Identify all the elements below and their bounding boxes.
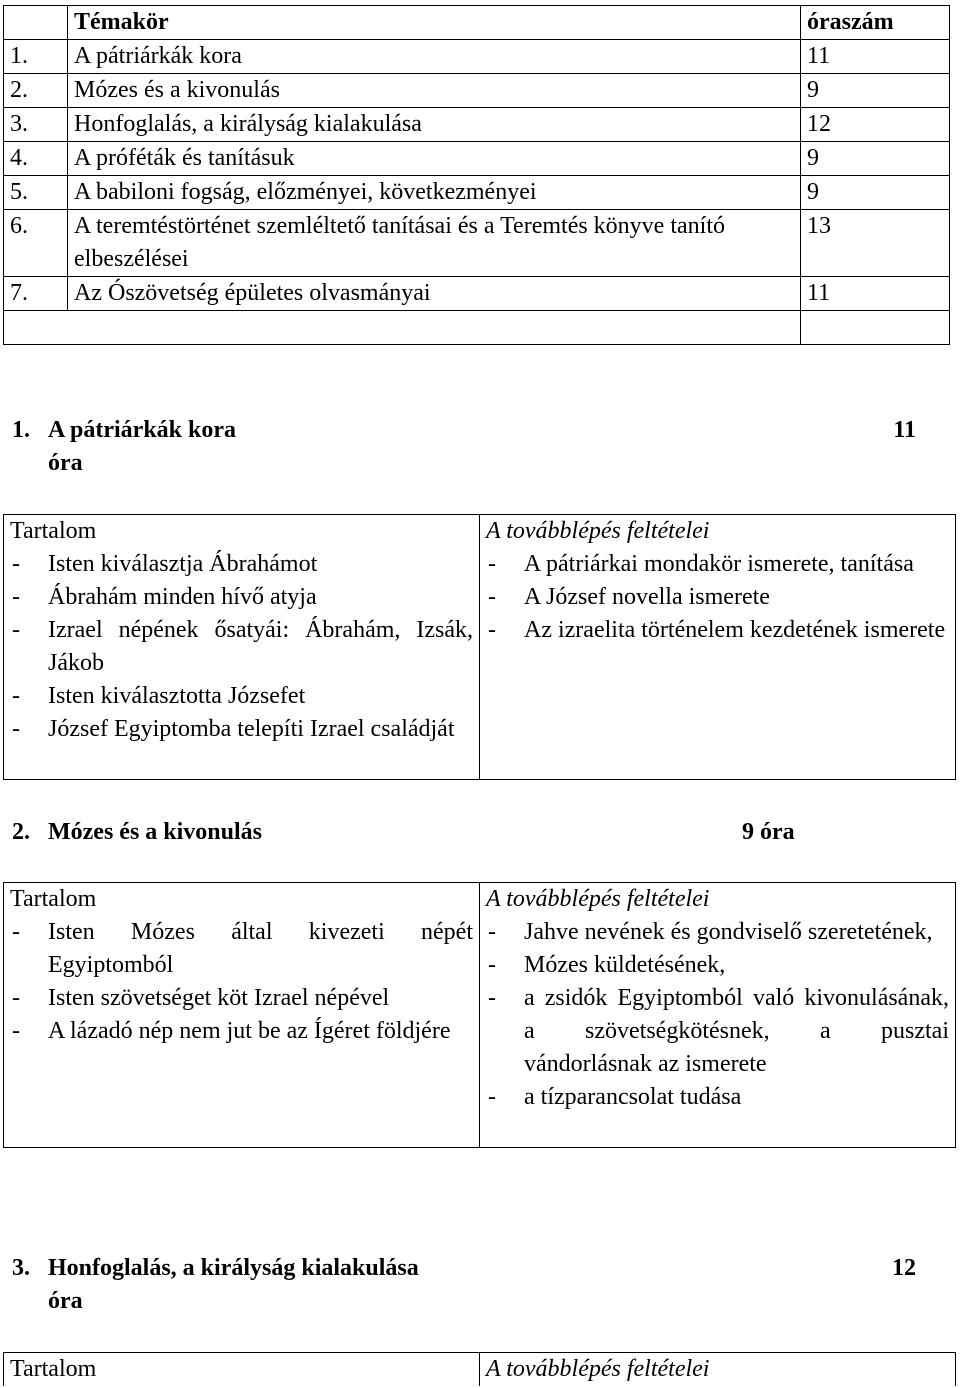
row-num: 5. <box>4 176 68 210</box>
row-hours: 12 <box>801 108 950 142</box>
content-heading: Tartalom <box>10 518 97 544</box>
row-num: 1. <box>4 40 68 74</box>
requirements-list <box>486 916 949 1114</box>
list-item: - Az izraelita történelem kezdetének ismerete <box>488 617 946 643</box>
summary-header-hours: óraszám <box>801 6 950 40</box>
requirements-heading: A továbblépés feltételei <box>486 886 710 912</box>
list-item: - A József novella ismerete <box>488 584 770 610</box>
list-item: - Isten kiválasztja Ábrahámot <box>12 551 318 577</box>
list-item: - A pátriárkai mondakör ismerete, tanítása <box>488 551 914 577</box>
section-3-content-cell <box>4 1353 480 1387</box>
section-1-requirements-cell <box>480 515 956 780</box>
row-topic: Mózes és a kivonulás <box>68 74 801 108</box>
section-2-heading <box>12 816 920 849</box>
row-hours: 9 <box>801 74 950 108</box>
table-row <box>4 210 950 277</box>
summary-header-topic: Témakör <box>68 6 801 40</box>
row-num: 3. <box>4 108 68 142</box>
list-item: - a tízparancsolat tudása <box>488 1084 742 1110</box>
row-hours: 9 <box>801 142 950 176</box>
table-row <box>4 40 950 74</box>
table-row <box>4 142 950 176</box>
summary-total-row <box>4 311 950 345</box>
row-topic: Honfoglalás, a királyság kialakulása <box>68 108 801 142</box>
row-num: 4. <box>4 142 68 176</box>
section-2-title: Mózes és a kivonulás <box>48 819 263 845</box>
content-heading: Tartalom <box>10 886 97 912</box>
row-hours: 11 <box>801 40 950 74</box>
list-item: - Mózes küldetésének, <box>488 952 726 978</box>
row-hours: 13 <box>801 210 950 277</box>
list-item: - Izrael népének ősatyái: Ábrahám, Izsák, Jákob <box>12 617 473 676</box>
section-3-title: Honfoglalás, a királyság kialakulása <box>48 1255 419 1281</box>
section-2-requirements-cell <box>480 883 956 1148</box>
summary-table <box>3 5 950 345</box>
list-item: - a zsidók Egyiptomból való kivonulásának, a szövetségkötésnek, a pusztai vándorlásnak az ismerete <box>488 985 949 1077</box>
table-row <box>4 176 950 210</box>
row-topic: A pátriárkák kora <box>68 40 801 74</box>
content-heading: Tartalom <box>10 1356 97 1382</box>
section-1-hours-num: 11 <box>893 417 916 443</box>
section-1-title: A pátriárkák kora <box>48 417 237 443</box>
list-item: - József Egyiptomba telepíti Izrael családját <box>12 716 455 742</box>
requirements-heading: A továbblépés feltételei <box>486 1356 710 1382</box>
section-3-table <box>3 1352 956 1386</box>
section-1-table <box>3 514 956 780</box>
list-item: - Jahve nevének és gondviselő szeretetének, <box>488 919 933 945</box>
section-3-heading <box>12 1252 920 1318</box>
row-num: 2. <box>4 74 68 108</box>
summary-total-spacer <box>4 311 801 345</box>
row-topic: A babiloni fogság, előzményei, következményei <box>68 176 801 210</box>
section-3-requirements-cell <box>480 1353 956 1387</box>
row-hours: 9 <box>801 176 950 210</box>
table-row <box>4 108 950 142</box>
section-2-content-cell <box>4 883 480 1148</box>
section-1-hours-unit: óra <box>48 450 83 476</box>
section-1-heading <box>12 414 920 480</box>
row-num: 6. <box>4 210 68 277</box>
row-topic: A próféták és tanításuk <box>68 142 801 176</box>
row-topic: A teremtéstörténet szemléltető tanításai és a Teremtés könyve tanító elbeszélései <box>68 210 801 277</box>
table-row <box>4 74 950 108</box>
section-2-table <box>3 882 956 1148</box>
section-1-num: 1. <box>12 417 30 443</box>
section-1-content-cell <box>4 515 480 780</box>
table-row <box>4 277 950 311</box>
list-item: - Ábrahám minden hívő atyja <box>12 584 317 610</box>
section-3-hours-unit: óra <box>48 1288 83 1314</box>
summary-total <box>801 311 950 345</box>
list-item: - Isten szövetséget köt Izrael népével <box>12 985 390 1011</box>
list-item: - Isten kiválasztotta Józsefet <box>12 683 306 709</box>
content-list <box>10 916 473 1048</box>
section-3-num: 3. <box>12 1255 30 1281</box>
section-3-hours-num: 12 <box>892 1255 916 1281</box>
content-list <box>10 548 473 746</box>
requirements-heading: A továbblépés feltételei <box>486 518 710 544</box>
list-item: - Isten Mózes által kivezeti népét Egyiptomból <box>12 919 473 978</box>
section-2-num: 2. <box>12 819 30 845</box>
section-2-hours: 9 óra <box>742 819 795 845</box>
row-hours: 11 <box>801 277 950 311</box>
row-num: 7. <box>4 277 68 311</box>
list-item: - A lázadó nép nem jut be az Ígéret földjére <box>12 1018 451 1044</box>
requirements-list <box>486 548 949 647</box>
summary-header-row <box>4 6 950 40</box>
summary-header-num <box>4 6 68 40</box>
row-topic: Az Ószövetség épületes olvasmányai <box>68 277 801 311</box>
